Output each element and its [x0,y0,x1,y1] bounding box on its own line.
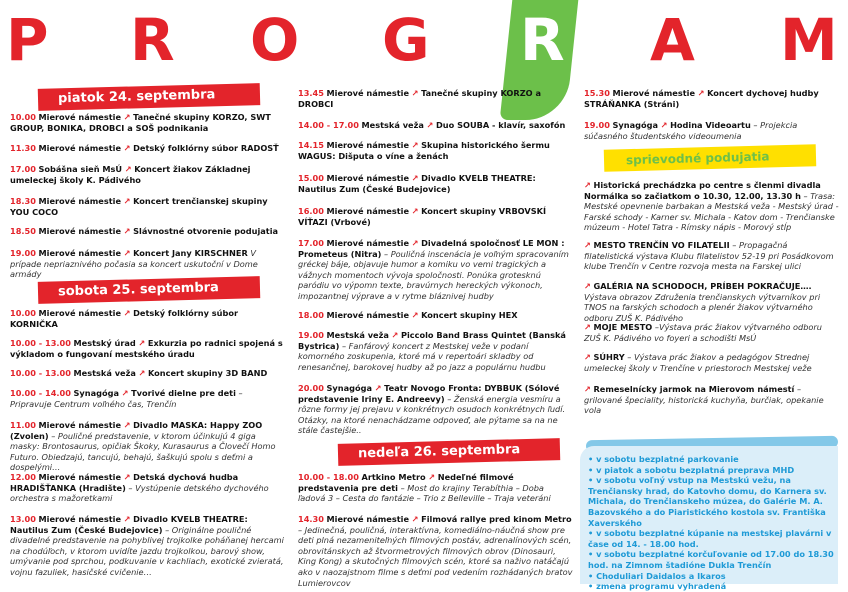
event-title: Koncert trenčianskej skupiny YOU COCO [10,196,268,217]
event-description: – Vystúpenie detského dychového orchestra s mažoretkami [10,482,269,504]
event-item [10,420,285,473]
arrow-icon: ↗ [123,514,131,524]
arrow-icon: ↗ [138,368,146,378]
event-place: Mierové námestie [612,88,696,98]
event-place: Mierové námestie [38,472,122,482]
event-title: Detský folklórny súbor RADOSŤ [133,143,279,153]
event-place: Sobášna sieň MsÚ [38,164,123,174]
event-item [10,388,285,409]
event-place: Mierové námestie [38,420,122,430]
event-time: 19.00 [298,330,324,340]
event-place: Mierové námestie [326,173,410,183]
event-place: Mestský úrad [73,338,136,348]
arrow-icon: ↗ [411,173,419,183]
event-time: 20.00 [298,383,324,393]
event-place: Synagóga [73,388,119,398]
event-title: Duo SOUBA - klavír, saxofón [435,120,566,130]
event-item [298,310,573,321]
event-place: Mierové námestie [38,248,122,258]
event-title: Slávnostné otvorenie podujatia [133,226,279,236]
event-title: Remeselnícky jarmok na Mierovom námestí [593,384,795,394]
event-title: Koncert skupiny VRBOVSKÍ VÍŤAZI (Vrbové) [298,206,547,227]
event-place: Mierové námestie [38,308,122,318]
event-title: GALÉRIA NA SCHODOCH, PRÍBEH POKRAČUJE…. [593,281,812,291]
event-title: SÚHRY [593,352,625,362]
event-time: 18.50 [10,226,36,236]
event-title: Detská dychová hudba HRADIŠŤANKA (Hradište) [10,472,239,493]
event-title: MESTO TRENČÍN VO FILATELII [593,240,730,250]
event-time: 19.00 [10,248,36,258]
event-place: Mierové námestie [326,310,410,320]
event-item [10,472,285,504]
event-item [298,472,573,504]
arrow-icon: ↗ [123,308,131,318]
arrow-icon: ↗ [411,514,419,524]
event-title: Detský folklórny súbor KORNIČKA [10,308,239,329]
arrow-icon: ↗ [391,330,399,340]
arrow-icon: ↗ [411,238,419,248]
event-title: Tvorivé dielne pre deti [131,388,236,398]
event-title: MOJE MESTO [593,322,653,332]
arrow-icon: ↗ [411,140,419,150]
arrow-icon: ↗ [123,226,131,236]
arrow-icon: ↗ [121,388,129,398]
event-time: 19.00 [584,120,610,130]
event-time: 17.00 [298,238,324,248]
event-description: –Výstava prác žiakov výtvarného odboru ZUŠ K. Pádivého vo foyeri a schodišti MsÚ [584,322,822,343]
arrow-icon: ↗ [123,472,131,482]
sunday-banner: nedeľa 26. septembra [338,438,560,466]
event-item [10,143,285,154]
event-description: – Projekcia súčasného študentského videoumenia [584,120,798,141]
event-item [10,514,285,578]
event-time: 12.00 [10,472,36,482]
event-item [10,226,285,237]
arrow-icon: ↗ [124,164,132,174]
event-description: Výstava obrazov Združenia trenčianskych výtvarníkov pri TNOS na farských schodoch a plenér žiakov výtvarného odboru ZUŠ K. Pádivého [584,291,821,323]
event-place: Mierové námestie [38,514,122,524]
event-place: Mierové námestie [326,514,410,524]
event-title: Koncert skupiny 3D BAND [147,368,268,378]
event-item [298,173,573,194]
arrow-icon: ↗ [697,88,705,98]
event-item [10,308,285,329]
event-place: Mestská veža [73,368,136,378]
event-item [298,383,573,436]
event-title: Divadlo MASKA: Happy ZOO (Zvolen) [10,420,263,441]
event-place: Mestská veža [326,330,389,340]
info-item: • v sobotu bezplatné parkovanie [588,454,739,464]
event-time: 10.00 - 18.00 [298,472,359,482]
info-item: • v sobotu bezplatné kúpanie na mestskej plavárni v čase od 14. - 18.00 hod. [588,528,832,549]
event-description: – grilované špeciality, historická kuchyňa, burčiak, opekanie vola [584,384,824,416]
event-time: 16.00 [298,206,324,216]
event-item [584,281,839,323]
info-box [580,446,838,592]
program-title [0,0,848,78]
event-place: Mierové námestie [38,143,122,153]
arrow-icon: ↗ [428,472,436,482]
event-item [10,248,285,280]
arrow-icon: ↗ [138,338,146,348]
event-title: Nedeľné filmové predstavenia pre deti [298,472,514,493]
arrow-icon: ↗ [584,180,591,190]
event-description: V prípade nepriaznivého počasia sa koncert uskutoční v Dome armády [10,248,258,280]
event-title: Koncert žiakov Základnej umeleckej školy K. Pádivého [10,164,251,185]
event-item [584,322,839,343]
event-time: 15.00 [298,173,324,183]
event-title: Filmová rallye pred kinom Metro [421,514,572,524]
event-time: 11.00 [10,420,36,430]
event-place: Mierové námestie [38,226,122,236]
event-description: – Originálne pouličné divadelné predstavenie na pohyblivej trojkolke poháňanej hercami na chodúľoch, v ktorom uvidíte jazdu trojkolkou, barový show, umývanie pod sprchou, podkuvanie v kachliach, exotické zvieratá, vojnu fazuliek, hasičské cvičenie… [10,524,284,577]
title-letter-r2: R [520,6,565,74]
event-description: – Propagačná filatelistická výstava Klubu filatelistov 52-19 pri Posádkovom klube Trenčín v Centre rozvoja mesta na Farskej ulici [584,240,834,272]
event-description: – Ženská energia vesmíru a rôzne formy jej prejavu v konkrétnych osudoch konkrétnych ľudí. Otázky, na ktoré nenachádzame odpoveď, ale pýtame sa na ne stále častejšie.. [298,393,566,436]
event-time: 14.00 - 17.00 [298,120,359,130]
event-item [584,120,839,141]
event-description: – Výstava prác žiakov a pedagógov Strednej umeleckej školy v Trenčíne v priestoroch Mestskej veže [584,352,812,373]
event-item [298,88,573,109]
arrow-icon: ↗ [123,248,131,258]
arrow-icon: ↗ [411,206,419,216]
arrow-icon: ↗ [660,120,668,130]
arrow-icon: ↗ [584,352,591,362]
event-time: 13.00 [10,514,36,524]
arrow-icon: ↗ [584,384,591,394]
event-time: 13.45 [298,88,324,98]
arrow-icon: ↗ [584,322,591,332]
event-time: 18.30 [10,196,36,206]
event-title: Koncert skupiny HEX [421,310,518,320]
event-item [584,180,839,233]
title-letter-r: R [130,6,175,74]
friday-banner: piatok 24. septembra [38,83,260,111]
arrow-icon: ↗ [584,281,591,291]
event-title: Tanečné skupiny KORZO, SWT GROUP, BONIKA, DROBCI a SOŠ podnikania [10,112,271,133]
arrow-icon: ↗ [411,310,419,320]
arrow-icon: ↗ [123,112,131,122]
arrow-icon: ↗ [411,88,419,98]
event-place: Mierové námestie [38,196,122,206]
saturday-banner: sobota 25. septembra [38,276,260,304]
event-item [584,240,839,272]
event-item [584,384,839,416]
event-item [298,330,573,372]
arrow-icon: ↗ [426,120,434,130]
event-description: – Pouličné predstavenie, v ktorom účinkujú 4 giga masky: Brontosaurus, opičiak Škoky, Kurasaurus a Človečí Homo Futuro. Obiedzajú, tancujú, behajú, šaškujú spolu s deťmi a dospelými… [10,430,276,473]
event-item [298,238,573,302]
arrow-icon: ↗ [374,383,382,393]
title-letter-a: A [650,6,695,74]
event-item [10,196,285,217]
event-description: – Pripravuje Centrum voľného čas, Trenčín [10,388,243,409]
info-list [588,454,834,592]
event-time: 14.15 [298,140,324,150]
event-place: Mierové námestie [326,238,410,248]
event-description: – Pouličná inscenácia je voľným spracovaním gréckej báje, objavuje humor a komiku vo vemi tragických a vážnych momentoch vývoja spoločnosti. Ponúka grotesknú paródiu vo výpomn texte, bravúrnych hereckých výkonoch, impozantnej výprave a v rytme bláznivej hudby [298,248,569,301]
event-item [10,368,285,379]
event-time: 10.00 [10,308,36,318]
event-place: Mierové námestie [326,88,410,98]
event-place: Synagóga [612,120,658,130]
event-title: Teatr Novogo Fronta: DYBBUK (Sólové predstavenie Iriny E. Andreevy) [298,383,560,404]
event-description: – Fanfárový koncert z Mestskej veže v podaní komorného zoskupenia, ktoré má v repertoári skladby od renesančnej, barokovej hudby až po jazz a populárnu hudbu [298,340,546,372]
title-letter-p: P [6,6,49,74]
event-time: 18.00 [298,310,324,320]
event-time: 15.30 [584,88,610,98]
event-item [584,352,839,373]
event-time: 17.00 [10,164,36,174]
event-time: 11.30 [10,143,36,153]
arrow-icon: ↗ [123,196,131,206]
event-title: Divadelná spoločnosť LE MON : Prometeus (Nitra) [298,238,565,259]
event-title: Divadlo KVELB THEATRE: Nautilus Zum (České Budejovice) [298,173,536,194]
event-title: Skupina historického šermu WAGUS: Dišputa o víne a ženách [298,140,550,161]
info-item: • Choduliari Daidalos a Ikaros [588,570,726,581]
event-item [10,164,285,185]
info-item: • zmena programu vyhradená [588,581,727,592]
event-place: Synagóga [326,383,372,393]
event-item [10,112,285,133]
arrow-icon: ↗ [123,420,131,430]
event-item [10,338,285,359]
event-description: – Trasa: Mestské opevnenie barbakan a Mestská veža - Mestský úrad - Farské schody - Karner sv. Michala - Katov dom - Trenčianske múzeum - Hotel Tatra - Rímsky nápis - Morový stĺp [584,190,839,233]
event-description: – Jedinečná, pouličná, interaktívna, komediálno-náučná show pre deti plná nezameniteľných filmových postáv, adrenalínových scén, obrovitánskych až štvormetrových filmových obrov (Dinosauri, King Kong) a skutočných filmových scén, ktoré sa naživo natáčajú ako v naozajstnom filme s deťmi pod vedením rozhádaných bratov Lumierovcov [298,524,573,588]
arrow-icon: ↗ [123,143,131,153]
event-time: 10.00 [10,112,36,122]
event-time: 10.00 - 13.00 [10,338,71,348]
event-item [584,88,839,109]
info-item: • v piatok a sobotu bezplatná preprava MHD [588,464,795,475]
info-item: • v sobotu voľný vstup na Mestskú vežu, na Trenčiansky hrad, do Katovho domu, do Karnera sv. Michala, do Trenčianskeho múzea, do Galérie M. A. Bazovského a do Piaristického kostola sv. Františka Xaverského [588,475,827,528]
side-events-banner: sprievodné podujatia [604,144,817,172]
event-title: Hodina Videoartu [670,120,751,130]
event-title: Koncert Jany KIRSCHNER [133,248,248,258]
event-place: Mestská veža [361,120,424,130]
event-time: 10.00 - 13.00 [10,368,71,378]
event-item [298,120,573,131]
event-description: – Most do krajiny Terabíthia – Doba ľadová 3 – Cesta do fantázie – Trio z Belleville – Traja veteráni [298,482,551,504]
info-item: • v sobotu bezplatné korčuľovanie od 17.00 do 18.30 hod. na Zimnom štadióne Dukla Trenčín [588,549,834,570]
event-title: Exkurzia po radnici spojená s výkladom o fungovaní mestského úradu [10,338,283,359]
title-letter-m: M [780,6,838,74]
arrow-icon: ↗ [584,240,591,250]
event-title: Koncert dychovej hudby STRÁŇANKA (Stráni) [584,88,819,109]
event-place: Mierové námestie [326,206,410,216]
event-item [298,514,573,588]
event-place: Mierové námestie [38,112,122,122]
event-title: Historická prechádzka po centre s členmi divadla Normálka so začiatkom o 10.30, 12.00, 13.30 h [584,180,821,201]
title-letter-o: O [250,6,300,74]
event-title: Tanečné skupiny KORZO a DROBCI [298,88,541,109]
event-item [298,206,573,227]
title-letter-g: G [382,6,430,74]
event-place: Mierové námestie [326,140,410,150]
event-time: 14.30 [298,514,324,524]
event-title: Piccolo Band Brass Quintet (Banská Bystrica) [298,330,566,351]
event-time: 10.00 - 14.00 [10,388,71,398]
event-item [298,140,573,161]
event-title: Divadlo KVELB THEATRE: Nautilus Zum (České Budejovice) [10,514,248,535]
event-place: Artkino Metro [361,472,426,482]
